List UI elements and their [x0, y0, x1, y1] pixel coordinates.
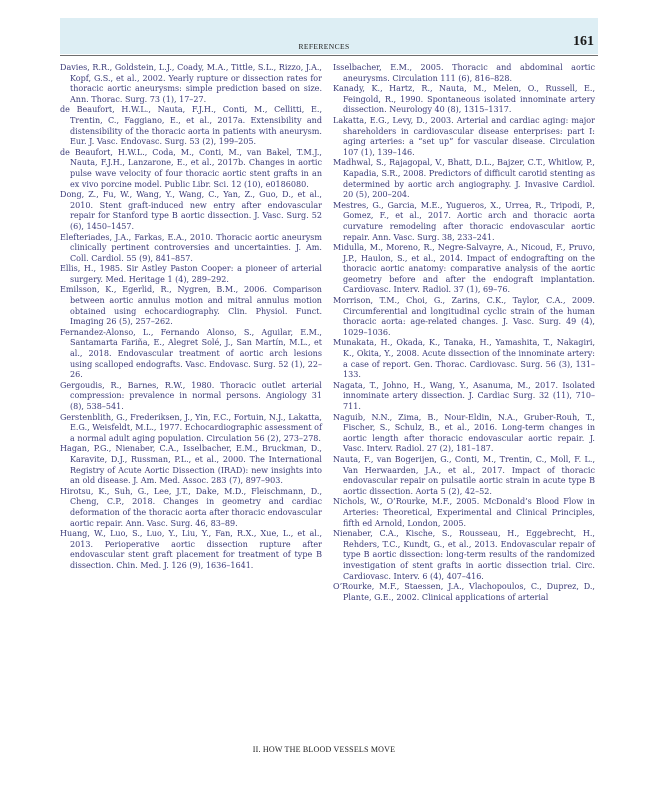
- reference-entry: Hirotsu, K., Suh, G., Lee, J.T., Dake, M.D., Fleischmann, D., Cheng, C.P., 2018. Changes in geometry and cardiac deformation of the thoracic aorta after thoracic endovascular aortic repair. Ann. Vasc. Surg. 46, 83–89.: [60, 486, 322, 528]
- reference-entry: Huang, W., Luo, S., Luo, Y., Liu, Y., Fan, R.X., Xue, L., et al., 2013. Perioperative aortic dissection rupture after endovascular stent graft placement for treatment of type B dissection. Chin. Med. J. 126 (9), 1636–1641.: [60, 529, 322, 570]
- reference-entry: Hagan, P.G., Nienaber, C.A., Isselbacher, E.M., Bruckman, D., Karavite, D.J., Russman, P.L., et al., 2000. The International Registry of Acute Aortic Dissection (IRAD): new insights into an old disease. J. Am. Med. Assoc. 283 (7), 897–903.: [60, 444, 322, 486]
- reference-entry: Nagata, T., Johno, H., Wang, Y., Asanuma, M., 2017. Isolated innominate artery dissection. J. Cardiac Surg. 32 (11), 710–711.: [333, 380, 595, 411]
- reference-entry: Madhwal, S., Rajagopal, V., Bhatt, D.L., Bajzer, C.T., Whitlow, P., Kapadia, S.R., 2008. Predictors of difficult carotid stenting as determined by aortic arch angiography. J. Invasive Cardiol. 20 (5), 200–204.: [333, 158, 595, 200]
- reference-entry: Elefteriades, J.A., Farkas, E.A., 2010. Thoracic aortic aneurysm clinically pertinent controversies and uncertainties. J. Am. Coll. Cardiol. 55 (9), 841–857.: [60, 232, 322, 263]
- reference-entry: Nauta, F., van Bogerijen, G., Conti, M., Trentin, C., Moll, F. L., Van Herwaarden, J.A., et al., 2017. Impact of thoracic endovascular repair on pulsatile aortic strain in acute type B aortic dissection. Aorta 5 (2), 42–52.: [333, 454, 595, 496]
- reference-entry: Midulla, M., Moreno, R., Negre-Salvayre, A., Nicoud, F., Pruvo, J.P., Haulon, S., et al., 2014. Impact of endografting on the thoracic aortic anatomy: comparative analysis of the aortic geometry before and after the endograft implantation. Cardiovasc. Interv. Radiol. 37 (1), 69–76.: [333, 243, 595, 295]
- reference-entry: Dong, Z., Fu, W., Wang, Y., Wang, C., Yan, Z., Guo, D., et al., 2010. Stent graft-induced new entry after endovascular repair for Stanford type B aortic dissection. J. Vasc. Surg. 52 (6), 1450–1457.: [60, 190, 322, 231]
- running-title: REFERENCES: [298, 42, 350, 51]
- reference-entry: Mestres, G., Garcia, M.E., Yugueros, X., Urrea, R., Tripodi, P., Gomez, F., et al., 2017. Aortic arch and thoracic aorta curvature remodeling after thoracic endovascular aortic repair. Ann. Vasc. Surg. 38, 233–241.: [333, 200, 595, 242]
- references-right-column: [333, 63, 595, 603]
- reference-entry: Gergoudis, R., Barnes, R.W., 1980. Thoracic outlet arterial compression: prevalence in normal persons. Angiology 31 (8), 538–541.: [60, 380, 322, 411]
- reference-entry: Fernandez-Alonso, L., Fernando Alonso, S., Aguilar, E.M., Santamarta Fariña, E., Alegret Solé, J., San Martín, M.L., et al., 2018. Endovascular treatment of aortic arch lesions using scalloped endografts. Vasc. Endovasc. Surg. 52 (1), 22–26.: [60, 327, 322, 380]
- header-rule: [60, 55, 598, 56]
- reference-entry: Emilsson, K., Egerlid, R., Nygren, B.M., 2006. Comparison between aortic annulus motion and mitral annulus motion obtained using echocardiography. Clin. Physiol. Funct. Imaging 26 (5), 257–262.: [60, 285, 322, 327]
- reference-entry: Isselbacher, E.M., 2005. Thoracic and abdominal aortic aneurysms. Circulation 111 (6), 816–828.: [333, 63, 595, 83]
- reference-entry: Lakatta, E.G., Levy, D., 2003. Arterial and cardiac aging: major shareholders in cardiovascular disease enterprises: part I: aging arteries: a “set up” for vascular disease. Circulation 107 (1), 139–146.: [333, 115, 595, 157]
- reference-entry: Morrison, T.M., Choi, G., Zarins, C.K., Taylor, C.A., 2009. Circumferential and longitudinal cyclic strain of the human thoracic aorta: age-related changes. J. Vasc. Surg. 49 (4), 1029–1036.: [333, 296, 595, 337]
- references-left-column: [60, 63, 322, 572]
- reference-entry: Gerstenblith, G., Frederiksen, J., Yin, F.C., Fortuin, N.J., Lakatta, E.G., Weisfeldt, M.L., 1977. Echocardiographic assessment of a normal adult aging population. Circulation 56 (2), 273–278.: [60, 412, 322, 443]
- reference-entry: O’Rourke, M.F., Staessen, J.A., Vlachopoulos, C., Duprez, D., Plante, G.E., 2002. Clinical applications of arterial: [333, 582, 595, 602]
- reference-entry: Ellis, H., 1985. Sir Astley Paston Cooper: a pioneer of arterial surgery. Med. Heritage 1 (4), 289–292.: [60, 264, 322, 284]
- reference-entry: Nienaber, C.A., Kische, S., Rousseau, H., Eggebrecht, H., Rehders, T.C., Kundt, G., et al., 2013. Endovascular repair of type B aortic dissection: long-term results of the randomized investigation of stent grafts in aortic dissection trial. Circ. Cardiovasc. Interv. 6 (4), 407–416.: [333, 529, 595, 581]
- reference-entry: Kanady, K., Hartz, R., Nauta, M., Melen, O., Russell, E., Feingold, R., 1990. Spontaneous isolated innominate artery dissection. Neurology 40 (8), 1315–1317.: [333, 84, 595, 115]
- page-number: 161: [573, 34, 594, 49]
- reference-entry: Naguib, N.N., Zima, B., Nour-Eldin, N.A., Gruber-Rouh, T., Fischer, S., Schulz, B., et al., 2016. Long-term changes in aortic length after thoracic endovascular aortic repair. J. Vasc. Interv. Radiol. 27 (2), 181–187.: [333, 412, 595, 454]
- reference-entry: de Beaufort, H.W.L., Nauta, F.J.H., Conti, M., Cellitti, E., Trentin, C., Faggiano, E., et al., 2017a. Extensibility and distensibility of the thoracic aorta in patients with aneurysm. Eur. J. Vasc. Endovasc. Surg. 53 (2), 199–205.: [60, 105, 322, 147]
- reference-entry: Munakata, H., Okada, K., Tanaka, H., Yamashita, T., Nakagiri, K., Okita, Y., 2008. Acute dissection of the innominate artery: a case of report. Gen. Thorac. Cardiovasc. Surg. 56 (3), 131–133.: [333, 338, 595, 380]
- reference-entry: de Beaufort, H.W.L., Coda, M., Conti, M., van Bakel, T.M.J., Nauta, F.J.H., Lanzarone, E., et al., 2017b. Changes in aortic pulse wave velocity of four thoracic aortic stent grafts in an ex vivo porcine model. Public Libr. Sci. 12 (10), e0186080.: [60, 147, 322, 189]
- footer-section-title: II. HOW THE BLOOD VESSELS MOVE: [252, 745, 396, 754]
- reference-entry: Davies, R.R., Goldstein, L.J., Coady, M.A., Tittle, S.L., Rizzo, J.A., Kopf, G.S., et al., 2002. Yearly rupture or dissection rates for thoracic aortic aneurysms: simple prediction based on size. Ann. Thorac. Surg. 73 (1), 17–27.: [60, 63, 322, 104]
- reference-entry: Nichols, W., O’Rourke, M.F., 2005. McDonald’s Blood Flow in Arteries: Theoretical, Experimental and Clinical Principles, fifth ed Arnold, London, 2005.: [333, 497, 595, 528]
